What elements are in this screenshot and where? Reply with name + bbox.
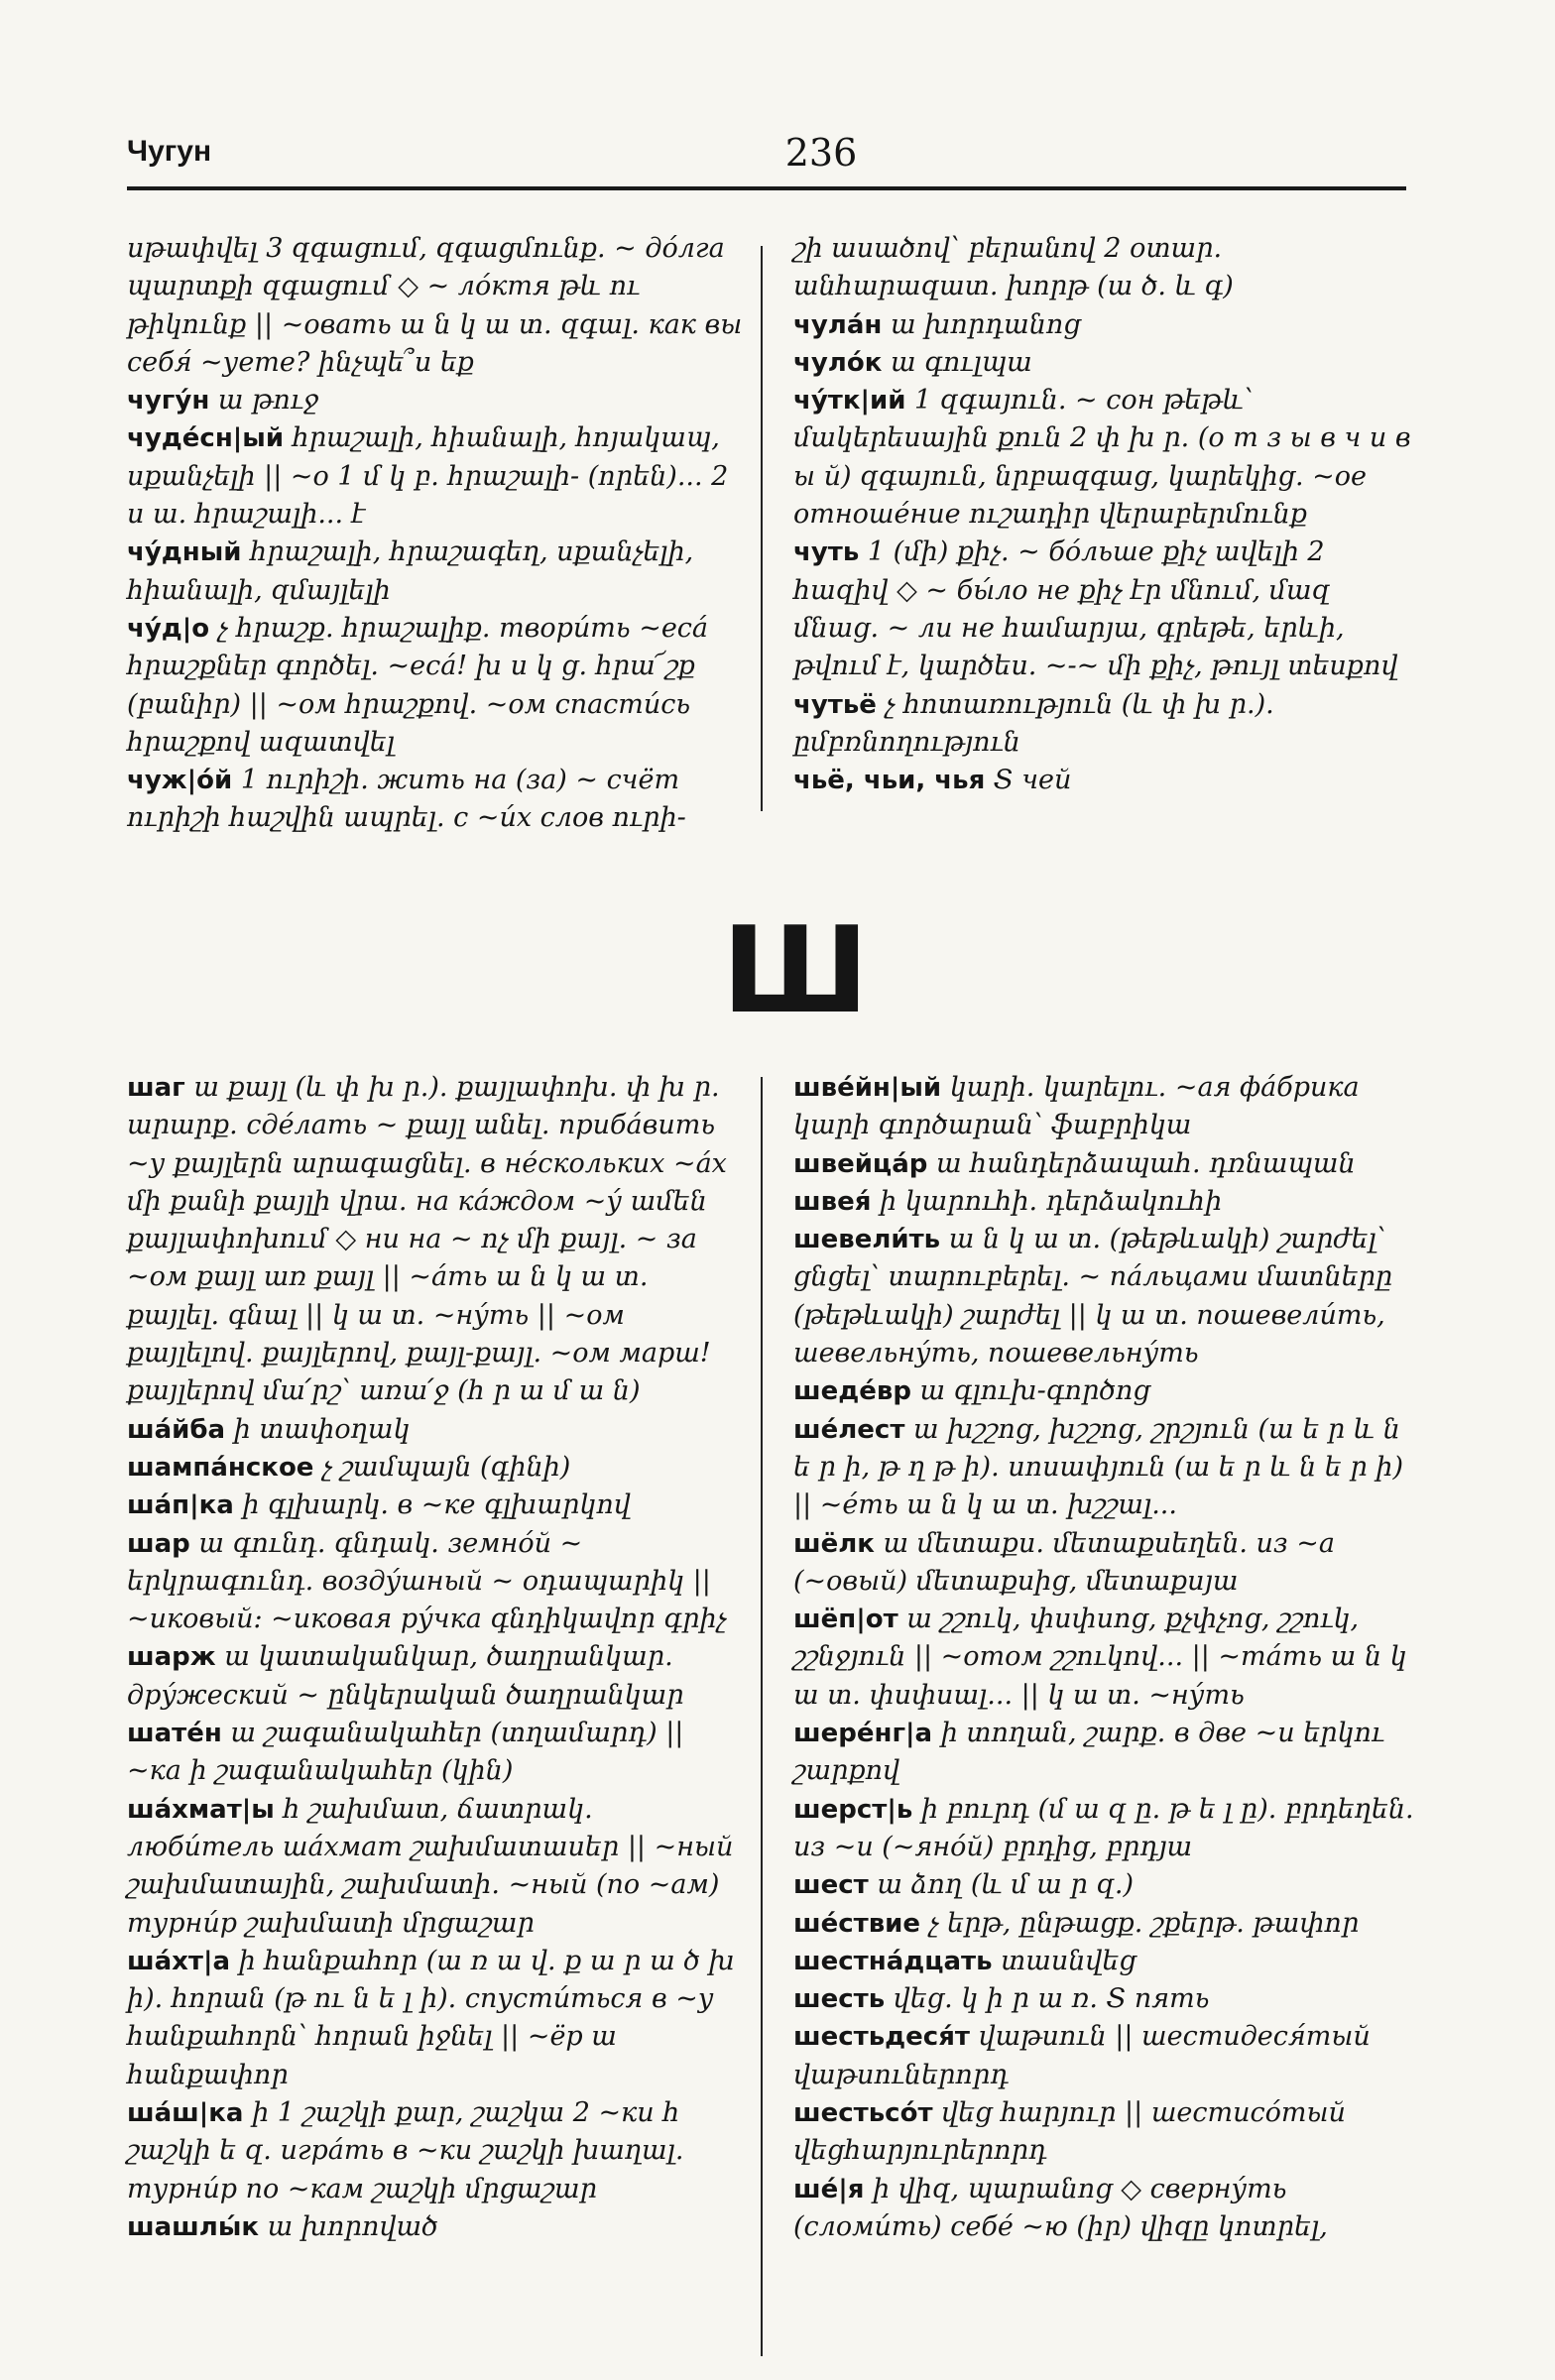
headword: шарж [127, 1642, 216, 1673]
definition: ի տողան, շարք. в две ~и երկու շարքով [793, 1718, 1385, 1787]
headword: шаг [127, 1073, 185, 1103]
definition: Տ чей [993, 765, 1072, 796]
dictionary-entry [793, 1715, 1416, 1791]
dictionary-entry [793, 2094, 1416, 2171]
headword: ша́хмат|ы [127, 1794, 275, 1825]
definition: ա շշուկ, փսփսոց, քչփչոց, շշուկ, շշնջյուն || ~отом շշուկով... || ~та́ть ա ն կ ա տ. փսփսալ... || կ ա տ. ~ну́ть [793, 1604, 1407, 1711]
dictionary-entry [127, 2094, 744, 2208]
dictionary-entry [127, 230, 744, 382]
dictionary-entry [793, 1905, 1416, 1943]
definition: ա խորոված [267, 2210, 438, 2242]
headword: шестьдеся́т [793, 2022, 970, 2053]
headword: шёлк [793, 1528, 875, 1559]
dictionary-entry [127, 762, 744, 838]
page-number: 236 [784, 131, 858, 175]
headword: ша́ш|ка [127, 2098, 244, 2129]
definition: 1 (մի) քիչ. ~ бо́льше քիչ ավելի 2 հազիվ ◇ ~ бы́ло не քիչ էր մնում, մազ մնաց. ~ ли не համարյա, գրեթե, երևի, թվում է, կարծես. ~-~ մի քիչ, թույլ տեսքով [793, 536, 1398, 682]
definition: ա գլուխ-գործոց [919, 1375, 1150, 1407]
definition: ա շագանակահեր (տղամարդ) || ~ка ի շագանակահեր (կին) [127, 1718, 684, 1787]
definition: ա ն կ ա տ. (թեթևակի) շարժել՝ ցնցել՝ տարուբերել. ~ па́льцами մատները (թեթևակի) շարժել || կ ա տ. пошевели́ть, шевельну́ть, пошевельну́ть [793, 1224, 1393, 1369]
definition: ի վիզ, պարանոց ◇ сверну́ть (сломи́ть) себе́ ~ю (իր) վիզը կոտրել, [793, 2173, 1328, 2242]
definition: ա քայլ (և փ խ ր.). քայլափոխ. փ խ ր. արարք. сде́лать ~ քայլ անել. приба́вить ~у քայլերն արագացնել. в не́скольких ~а́х մի քանի քայլի վրա. на ка́ждом ~у́ ամեն քայլափոխում ◇ ни на ~ ոչ մի քայլ. ~ за ~ом քայլ առ քայլ || ~а́ть ա ն կ ա տ. քայլել. գնալ || կ ա տ. ~ну́ть || ~ом քայլելով. քայլերով, քայլ-քայլ. ~ом марш! քայլերով մա՛րշ՝ առա՛ջ (հ ր ա մ ա ն) [127, 1072, 727, 1407]
headword: чуло́к [793, 347, 883, 378]
headword: шере́нг|а [793, 1719, 933, 1749]
header-rule [127, 186, 1406, 190]
headword: шестьсо́т [793, 2098, 933, 2129]
definition: չ երթ, ընթացք. շքերթ. թափոր [928, 1907, 1360, 1939]
headword: ша́йба [127, 1414, 226, 1445]
headword: ше́лест [793, 1414, 905, 1445]
definition: ա ձող (և մ ա ր զ.) [877, 1869, 1135, 1901]
dictionary-entry [793, 1980, 1416, 2018]
column-divider-top [761, 246, 763, 811]
definition: ա խորդանոց [890, 308, 1081, 340]
definition: վեց. կ ի ր ա ռ. Տ пять [893, 1983, 1210, 2015]
guide-word: Чугун [127, 135, 212, 168]
definition: ա գունդ. գնդակ. земно́й ~ երկրագունդ. возду́шный ~ օդապարիկ || ~иковый: ~иковая ру́чка գնդիկավոր գրիչ [127, 1527, 727, 1635]
definition: ա խշշոց, խշշոց, շրշյուն (ա ե ր և ն ե ր ի, թ ղ թ ի). սոսափյուն (ա ե ր և ն ե ր ի) || ~е́ть ա ն կ ա տ. խշշալ... [793, 1413, 1403, 1521]
dictionary-entry [793, 1145, 1416, 1183]
definition: հրաշալի, հիանալի, հոյակապ, սքանչելի || ~о 1 մ կ բ. հրաշալի- (որեն)... 2 ս ա. հրաշալի... է [127, 422, 729, 531]
headword: шампа́нское [127, 1452, 314, 1483]
dictionary-entry [793, 1183, 1416, 1221]
dictionary-entry [793, 1411, 1416, 1525]
headword: шве́йн|ый [793, 1073, 942, 1103]
dictionary-entry [793, 1221, 1416, 1372]
definition: ի 1 շաշկի քար, շաշկա 2 ~ки հ շաշկի ե զ. игра́ть в ~ки շաշկի խաղալ. турни́р по ~кам շաշկի մրցաշար [127, 2097, 684, 2204]
headword: чуть [793, 537, 860, 568]
headword: чутьё [793, 689, 877, 720]
dictionary-entry [127, 419, 744, 534]
dictionary-entry [793, 1372, 1416, 1410]
headword: швея́ [793, 1186, 872, 1217]
definition: չ շամպայն (գինի) [322, 1451, 571, 1483]
dictionary-entry [793, 1866, 1416, 1904]
top-right-column [793, 230, 1416, 799]
headword: шестна́дцать [793, 1946, 993, 1976]
definition: վեց հարյուր || шестисо́тый վեցհարյուրերորդ [793, 2097, 1346, 2167]
bottom-left-column [127, 1069, 744, 2246]
dictionary-entry [793, 1943, 1416, 1980]
definition: 1 ուրիշի. жить на (за) ~ счёт ուրիշի հաշվին ապրել. с ~и́х слов ուրի- [127, 765, 686, 834]
headword: чу́д|о [127, 613, 210, 644]
headword: чугу́н [127, 386, 210, 416]
dictionary-entry [127, 1411, 744, 1449]
headword: чуде́сн|ый [127, 423, 285, 454]
dictionary-entry [127, 610, 744, 762]
definition: ա թուջ [217, 385, 319, 416]
bottom-right-column [793, 1069, 1416, 2246]
headword: ша́п|ка [127, 1490, 234, 1521]
dictionary-entry [793, 1525, 1416, 1602]
headword: ше́ствие [793, 1908, 921, 1939]
dictionary-entry [127, 1487, 744, 1524]
dictionary-entry [793, 2018, 1416, 2094]
headword: чьё, чьи, чья [793, 766, 986, 796]
headword: шеде́вр [793, 1376, 911, 1407]
dictionary-entry [793, 1601, 1416, 1715]
definition: չ հոտառություն (և փ խ ր.). ըմբռնողություն [793, 688, 1274, 758]
definition: հրաշալի, հրաշագեղ, սքանչելի, հիանալի, զմայլելի [127, 536, 694, 606]
dictionary-entry [127, 1638, 744, 1715]
headword: шашлы́к [127, 2211, 259, 2242]
definition: վաթսուն || шестидеся́тый վաթսուներորդ [793, 2021, 1371, 2090]
section-letter: Ш [721, 902, 866, 1040]
running-head [127, 131, 1396, 186]
dictionary-entry [127, 534, 744, 610]
dictionary-entry [127, 1449, 744, 1487]
dictionary-entry [127, 1715, 744, 1791]
dictionary-entry [793, 534, 1416, 685]
headword: чула́н [793, 309, 883, 340]
dictionary-entry [127, 1943, 744, 2094]
headword: шате́н [127, 1719, 222, 1749]
definition: շի ասածով՝ բերանով 2 օտար. անհարազատ. խորթ (ա ծ. և գ) [793, 233, 1234, 302]
column-divider-bottom [761, 1077, 763, 2356]
definition: ի տափօղակ [233, 1413, 411, 1445]
dictionary-entry [127, 382, 744, 419]
dictionary-entry [793, 1069, 1416, 1145]
headword: ша́хт|а [127, 1946, 231, 1976]
dictionary-entry [793, 344, 1416, 382]
definition: չ հրաշք. հրաշալիք. твори́ть ~еса́ հրաշքներ գործել. ~еса́! խ ս կ ց. հրա՜շք (բանիր) || ~ом հրաշքով. ~ом спасти́сь հրաշքով ազատվել [127, 612, 709, 758]
dictionary-entry [793, 762, 1416, 799]
definition: ի բուրդ (մ ա զ ը. թ ե լ ը). բրդեղեն. из ~и (~яно́й) բրդից, բրդյա [793, 1793, 1414, 1862]
dictionary-entry [127, 1069, 744, 1411]
headword: шест [793, 1870, 869, 1901]
headword: шевели́ть [793, 1225, 941, 1255]
definition: ա գուլպա [890, 346, 1032, 378]
dictionary-entry [127, 1791, 744, 1943]
definition: ի կարուհի. դերձակուհի [880, 1185, 1223, 1217]
headword: швейца́р [793, 1148, 928, 1179]
headword: ше́|я [793, 2174, 865, 2204]
dictionary-entry [793, 2171, 1416, 2247]
definition: կարի. կարելու. ~ая фа́брика կարի գործարան՝ ֆաբրիկա [793, 1072, 1360, 1141]
headword: чуж|о́й [127, 766, 233, 796]
headword: шерст|ь [793, 1794, 913, 1825]
definition: տասնվեց [1001, 1945, 1136, 1976]
definition: ի հանքահոր (ա ռ ա վ. ք ա ր ա ծ խ ի). հորան (թ ու ն ե լ ի). спусти́ться в ~у հանքահորն՝ հորան իջնել || ~ёр ա հանքափոր [127, 1945, 735, 2090]
top-left-column [127, 230, 744, 838]
headword: шесть [793, 1984, 886, 2015]
definition: ա մետաքս. մետաքսեղեն. из ~а (~овый) մետաքսից, մետաքսյա [793, 1527, 1335, 1597]
dictionary-entry [793, 686, 1416, 763]
dictionary-entry [793, 1791, 1416, 1867]
definition: հ շախմատ, ճատրակ. люби́тель ша́хмат շախմատասեր || ~ный շախմատային, շախմատի. ~ный (по ~ам) турни́р շախմատի մրցաշար [127, 1793, 734, 1939]
definition: 1 զգայուն. ~ сон թեթև՝ մակերեսային քուն 2 փ խ ր. (о т з ы в ч и в ы й) զգայուն, նրբազգաց, կարեկից. ~ое отноше́ние ուշադիր վերաբերմունք [793, 385, 1411, 531]
headword: чу́тк|ий [793, 386, 906, 416]
definition: ի գլխարկ. в ~ке գլխարկով [242, 1489, 631, 1521]
headword: чу́дный [127, 537, 242, 568]
dictionary-entry [127, 1525, 744, 1639]
dictionary-entry [793, 382, 1416, 534]
dictionary-entry [793, 230, 1416, 306]
definition: ա կատականկար, ծաղրանկար. дру́жеский ~ ընկերական ծաղրանկար [127, 1641, 684, 1711]
headword: шар [127, 1528, 190, 1559]
definition: ա հանդերձապահ. դռնապան [935, 1147, 1356, 1179]
definition: սթափվել 3 զգացում, զգացմունք. ~ до́лга պարտքի զգացում ◇ ~ ло́ктя թև ու թիկունք || ~овать ա ն կ ա տ. զգալ. как вы себя́ ~уете? ինչպե՞ս եք [127, 233, 743, 378]
dictionary-entry [127, 2208, 744, 2246]
dictionary-entry [793, 306, 1416, 344]
headword: шёп|от [793, 1605, 898, 1635]
